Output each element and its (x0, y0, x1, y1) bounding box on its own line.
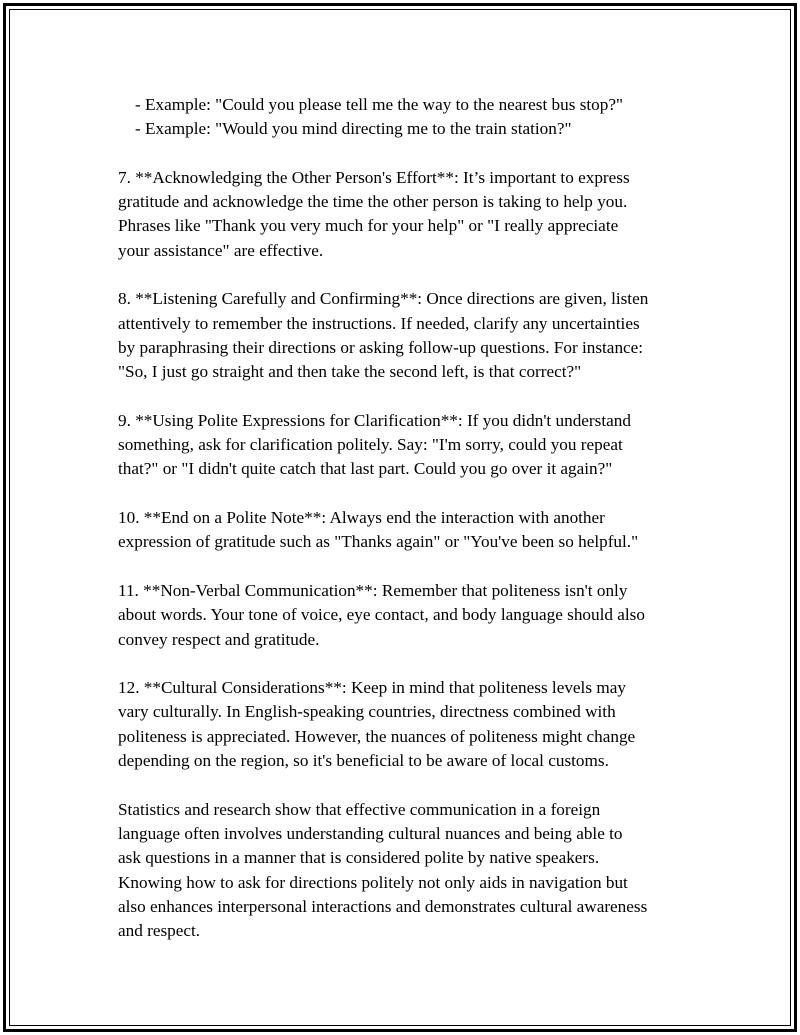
paragraph-line: also enhances interpersonal interactions and demonstrates cultural awareness (118, 896, 648, 916)
paragraph-line: something, ask for clarification politely. Say: "I'm sorry, could you repeat (118, 435, 623, 455)
paragraph-line: expression of gratitude such as "Thanks again" or "You've been so helpful." (118, 532, 639, 552)
paragraph-line: 11. **Non-Verbal Communication**: Remember that politeness isn't only (118, 580, 628, 600)
paragraph-line: depending on the region, so it's beneficial to be aware of local customs. (118, 751, 609, 771)
paragraph-line: 7. **Acknowledging the Other Person's Effort**: It’s important to express (118, 167, 630, 187)
paragraph-line: attentively to remember the instructions. If needed, clarify any uncertainties (118, 313, 640, 333)
paragraph-line: "So, I just go straight and then take the second left, is that correct?" (118, 362, 582, 382)
paragraph-line: by paraphrasing their directions or asking follow-up questions. For instance: (118, 337, 644, 357)
paragraph-line: politeness is appreciated. However, the nuances of politeness might change (118, 726, 636, 746)
paragraph-listening-confirming (118, 287, 698, 384)
paragraph-line: Statistics and research show that effective communication in a foreign (118, 799, 601, 819)
paragraph-polite-note (118, 506, 698, 555)
paragraph-line: language often involves understanding cultural nuances and being able to (118, 823, 623, 843)
paragraph-statistics-summary (118, 798, 698, 944)
paragraph-line: and respect. (118, 921, 201, 941)
paragraph-line: 10. **End on a Polite Note**: Always end the interaction with another (118, 508, 605, 528)
paragraph-line: vary culturally. In English-speaking countries, directness combined with (118, 702, 616, 722)
paragraph-line: your assistance" are effective. (118, 240, 324, 260)
paragraph-line: ask questions in a manner that is considered polite by native speakers. (118, 848, 600, 868)
paragraph-acknowledging-effort (118, 166, 698, 263)
paragraph-cultural-considerations (118, 676, 698, 773)
paragraph-line: Phrases like "Thank you very much for your help" or "I really appreciate (118, 216, 619, 236)
document-body (118, 93, 698, 968)
paragraph-line: gratitude and acknowledge the time the other person is taking to help you. (118, 192, 628, 212)
paragraph-line: 12. **Cultural Considerations**: Keep in mind that politeness levels may (118, 678, 626, 698)
paragraph-line: about words. Your tone of voice, eye contact, and body language should also (118, 605, 645, 625)
example-item: - Example: "Would you mind directing me to the train station?" (135, 119, 572, 139)
paragraph-line: 9. **Using Polite Expressions for Clarification**: If you didn't understand (118, 410, 631, 430)
paragraph-clarification (118, 409, 698, 482)
paragraph-line: Knowing how to ask for directions politely not only aids in navigation but (118, 872, 628, 892)
example-list (118, 93, 698, 142)
paragraph-line: 8. **Listening Carefully and Confirming**: Once directions are given, listen (118, 289, 649, 309)
paragraph-line: convey respect and gratitude. (118, 629, 320, 649)
paragraph-non-verbal (118, 579, 698, 652)
paragraph-line: that?" or "I didn't quite catch that last part. Could you go over it again?" (118, 459, 613, 479)
example-item: - Example: "Could you please tell me the way to the nearest bus stop?" (135, 95, 623, 114)
